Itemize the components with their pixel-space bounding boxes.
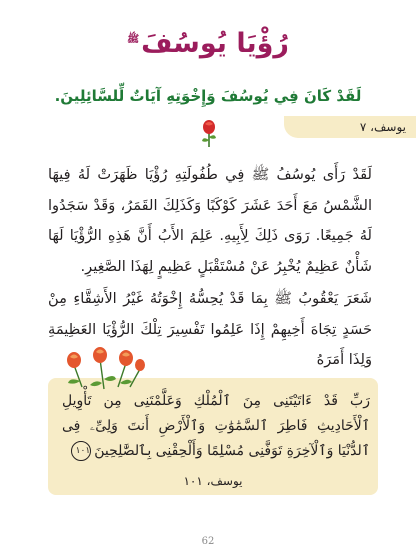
intro-quote: لَقَدْ كَانَ فِي يُوسُفَ وَإِخْوَتِهِ آيَاتٌ لِّلسَّائِلِينَ. bbox=[54, 87, 362, 105]
flowers-icon bbox=[60, 347, 148, 391]
verse-text: رَبِّ قَدْ ءَاتَيْتَنِى مِنَ ٱلْمُلْكِ وَعَلَّمْتَنِى مِن تَأْوِيلِ ٱلْأَحَادِيثِ فَاطِرَ ٱلسَّمَٰوَٰتِ وَٱلْأَرْضِ أَنتَ وَلِىِّۦ فِى ٱلدُّنْيَا وَٱلْآخِرَةِ تَوَفَّنِى مُسْلِمًا وَأَلْحِقْنِى بِٱلصَّٰلِحِينَ bbox=[62, 393, 370, 459]
paragraph-2: شَعَرَ يَعْقُوبُ ﷺ بِمَا قَدْ يُحِسُّهُ إِخْوَتُهُ غَيْرُ الأَشِقَّاءِ مِنْ حَسَدٍ تِجَاهَ أَخِيهِمْ إِذَا عَلِمُوا تَفْسِيرَ تِلْكَ الرُّؤْيَا العَظِيمَةِ وَلِذَا أَمَرَهُ bbox=[48, 290, 372, 368]
story-text bbox=[48, 160, 372, 376]
page-title bbox=[0, 28, 416, 59]
rose-icon bbox=[198, 118, 220, 148]
title-honorific: ﷺ bbox=[127, 34, 140, 45]
verse-reference: يوسف، ١٠١ bbox=[183, 474, 243, 488]
quran-verse bbox=[62, 389, 370, 464]
paragraph-1: لَقَدْ رَأَى يُوسُفُ ﷺ فِي طُفُولَتِهِ رُؤْيَا ظَهَرَتْ لَهُ فِيهَا الشَّمْسُ مَعَ أَحَدَ عَشَرَ كَوْكَبًا وَكَذَلِكَ القَمَرُ، وَقَدْ سَجَدُوا لَهُ جَمِيعًا. رَوَى ذَلِكَ لِأَبِيهِ. عَلِمَ الأَبُ أَنَّ هَذِهِ الرُّؤْيَا لَهَا شَأْنٌ عَظِيمٌ يُخْبِرُ عَنْ مُسْتَقْبَلٍ عَظِيمٍ لِهَذَا الصَّغِيرِ. bbox=[48, 166, 372, 275]
title-text: رُؤْيَا يُوسُفَ bbox=[141, 28, 289, 59]
verse-number-badge: ١٠١ bbox=[71, 441, 91, 461]
quote-reference: يوسف، ٧ bbox=[284, 116, 416, 138]
page-number: 62 bbox=[201, 536, 215, 547]
